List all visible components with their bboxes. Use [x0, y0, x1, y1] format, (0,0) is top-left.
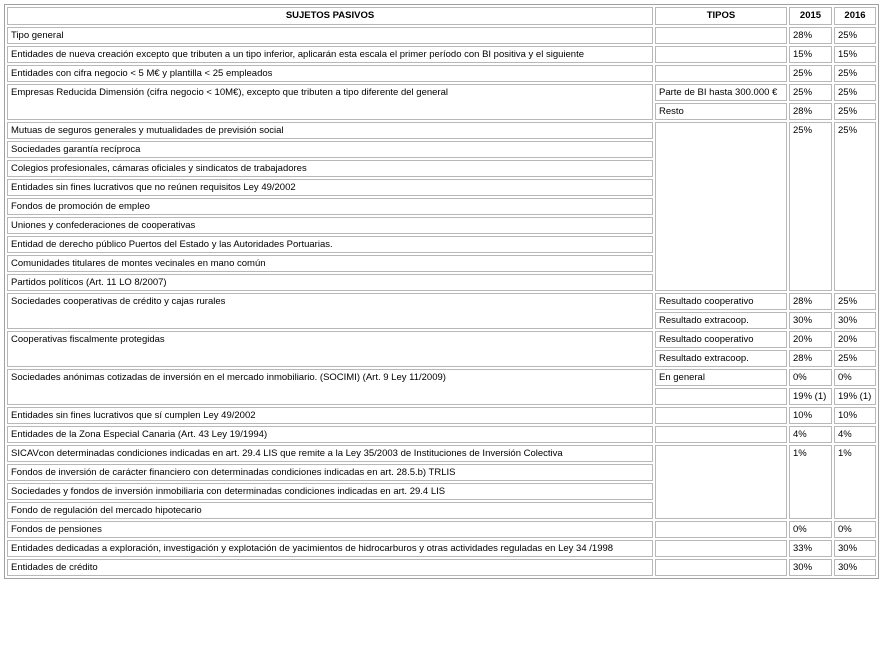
subject-cell: Fondo de regulación del mercado hipotecario — [7, 502, 653, 519]
rate-2015-cell: 30% — [789, 559, 832, 576]
subject-cell: Entidades dedicadas a exploración, investigación y explotación de yacimientos de hidrocarburos y otras actividades reguladas en Ley 34 /1998 — [7, 540, 653, 557]
subject-cell: SICAVcon determinadas condiciones indicadas en art. 29.4 LIS que remite a la Ley 35/2003 de Instituciones de Inversión Colectiva — [7, 445, 653, 462]
table-row — [7, 540, 876, 557]
subject-cell: Colegios profesionales, cámaras oficiales y sindicatos de trabajadores — [7, 160, 653, 177]
header-2015: 2015 — [789, 7, 832, 25]
subject-cell: Sociedades anónimas cotizadas de inversión en el mercado inmobiliario. (SOCIMI) (Art. 9 Ley 11/2009) — [7, 369, 653, 405]
subject-cell: Sociedades y fondos de inversión inmobiliaria con determinadas condiciones indicadas en art. 29.4 LIS — [7, 483, 653, 500]
type-cell — [655, 559, 787, 576]
type-cell — [655, 65, 787, 82]
table-row — [7, 559, 876, 576]
rate-2015-cell: 33% — [789, 540, 832, 557]
rate-2015-cell: 4% — [789, 426, 832, 443]
subject-cell: Uniones y confederaciones de cooperativas — [7, 217, 653, 234]
rate-2015-cell: 19% (1) — [789, 388, 832, 405]
subject-cell: Fondos de inversión de carácter financiero con determinadas condiciones indicadas en art. 28.5.b) TRLIS — [7, 464, 653, 481]
rate-2016-cell: 15% — [834, 46, 876, 63]
type-cell — [655, 426, 787, 443]
rate-2016-cell: 10% — [834, 407, 876, 424]
rate-2016-cell: 0% — [834, 369, 876, 386]
rate-2016-cell: 4% — [834, 426, 876, 443]
header-row — [7, 7, 876, 25]
rate-2016-cell: 25% — [834, 293, 876, 310]
subject-cell: Entidades sin fines lucrativos que sí cumplen Ley 49/2002 — [7, 407, 653, 424]
rate-2015-cell: 25% — [789, 65, 832, 82]
subject-cell: Cooperativas fiscalmente protegidas — [7, 331, 653, 367]
rate-2015-cell: 25% — [789, 84, 832, 101]
type-cell: Resto — [655, 103, 787, 120]
subject-cell: Partidos políticos (Art. 11 LO 8/2007) — [7, 274, 653, 291]
type-cell — [655, 521, 787, 538]
rate-2015-cell: 28% — [789, 293, 832, 310]
table-row — [7, 331, 876, 348]
subject-cell: Entidades de crédito — [7, 559, 653, 576]
subject-cell: Entidades con cifra negocio < 5 M€ y plantilla < 25 empleados — [7, 65, 653, 82]
subject-cell: Fondos de pensiones — [7, 521, 653, 538]
type-cell: Resultado extracoop. — [655, 350, 787, 367]
rate-2016-cell: 25% — [834, 350, 876, 367]
type-cell: Parte de BI hasta 300.000 € — [655, 84, 787, 101]
table-row — [7, 84, 876, 101]
type-cell: Resultado cooperativo — [655, 331, 787, 348]
table-row — [7, 293, 876, 310]
table-row — [7, 445, 876, 462]
subject-cell: Entidades de nueva creación excepto que tributen a un tipo inferior, aplicarán esta escala el primer período con BI positiva y el siguiente — [7, 46, 653, 63]
rate-2015-cell: 28% — [789, 103, 832, 120]
table-row — [7, 369, 876, 386]
rate-2016-cell: 25% — [834, 84, 876, 101]
type-cell — [655, 445, 787, 519]
table-row — [7, 46, 876, 63]
subject-cell: Entidades sin fines lucrativos que no reúnen requisitos Ley 49/2002 — [7, 179, 653, 196]
type-cell — [655, 122, 787, 291]
rate-2016-cell: 25% — [834, 122, 876, 291]
rate-2016-cell: 0% — [834, 521, 876, 538]
rate-2015-cell: 0% — [789, 369, 832, 386]
type-cell — [655, 46, 787, 63]
rate-2015-cell: 10% — [789, 407, 832, 424]
rate-2016-cell: 25% — [834, 27, 876, 44]
rate-2016-cell: 25% — [834, 65, 876, 82]
rate-2015-cell: 0% — [789, 521, 832, 538]
table-row — [7, 407, 876, 424]
table-row — [7, 27, 876, 44]
rate-2016-cell: 25% — [834, 103, 876, 120]
rate-2015-cell: 15% — [789, 46, 832, 63]
table-row — [7, 122, 876, 139]
header-2016: 2016 — [834, 7, 876, 25]
subject-cell: Fondos de promoción de empleo — [7, 198, 653, 215]
table-row — [7, 65, 876, 82]
type-cell — [655, 407, 787, 424]
rate-2016-cell: 30% — [834, 559, 876, 576]
subject-cell: Comunidades titulares de montes vecinales en mano común — [7, 255, 653, 272]
rate-2016-cell: 30% — [834, 540, 876, 557]
tax-rates-table — [4, 4, 879, 579]
rate-2015-cell: 25% — [789, 122, 832, 291]
rate-2016-cell: 1% — [834, 445, 876, 519]
subject-cell: Sociedades cooperativas de crédito y cajas rurales — [7, 293, 653, 329]
table-row — [7, 521, 876, 538]
rate-2015-cell: 1% — [789, 445, 832, 519]
header-sujetos-pasivos: SUJETOS PASIVOS — [7, 7, 653, 25]
rate-2015-cell: 20% — [789, 331, 832, 348]
type-cell: En general — [655, 369, 787, 386]
rate-2015-cell: 30% — [789, 312, 832, 329]
table-row — [7, 426, 876, 443]
type-cell: Resultado extracoop. — [655, 312, 787, 329]
rate-2016-cell: 30% — [834, 312, 876, 329]
header-tipos: TIPOS — [655, 7, 787, 25]
type-cell — [655, 388, 787, 405]
rate-2015-cell: 28% — [789, 350, 832, 367]
subject-cell: Entidades de la Zona Especial Canaria (Art. 43 Ley 19/1994) — [7, 426, 653, 443]
subject-cell: Mutuas de seguros generales y mutualidades de previsión social — [7, 122, 653, 139]
type-cell — [655, 540, 787, 557]
subject-cell: Tipo general — [7, 27, 653, 44]
subject-cell: Entidad de derecho público Puertos del Estado y las Autoridades Portuarias. — [7, 236, 653, 253]
type-cell — [655, 27, 787, 44]
type-cell: Resultado cooperativo — [655, 293, 787, 310]
tax-rates-table-wrapper — [4, 4, 879, 579]
subject-cell: Sociedades garantía recíproca — [7, 141, 653, 158]
rate-2015-cell: 28% — [789, 27, 832, 44]
subject-cell: Empresas Reducida Dimensión (cifra negocio < 10M€), excepto que tributen a tipo diferente del general — [7, 84, 653, 120]
rate-2016-cell: 20% — [834, 331, 876, 348]
rate-2016-cell: 19% (1) — [834, 388, 876, 405]
